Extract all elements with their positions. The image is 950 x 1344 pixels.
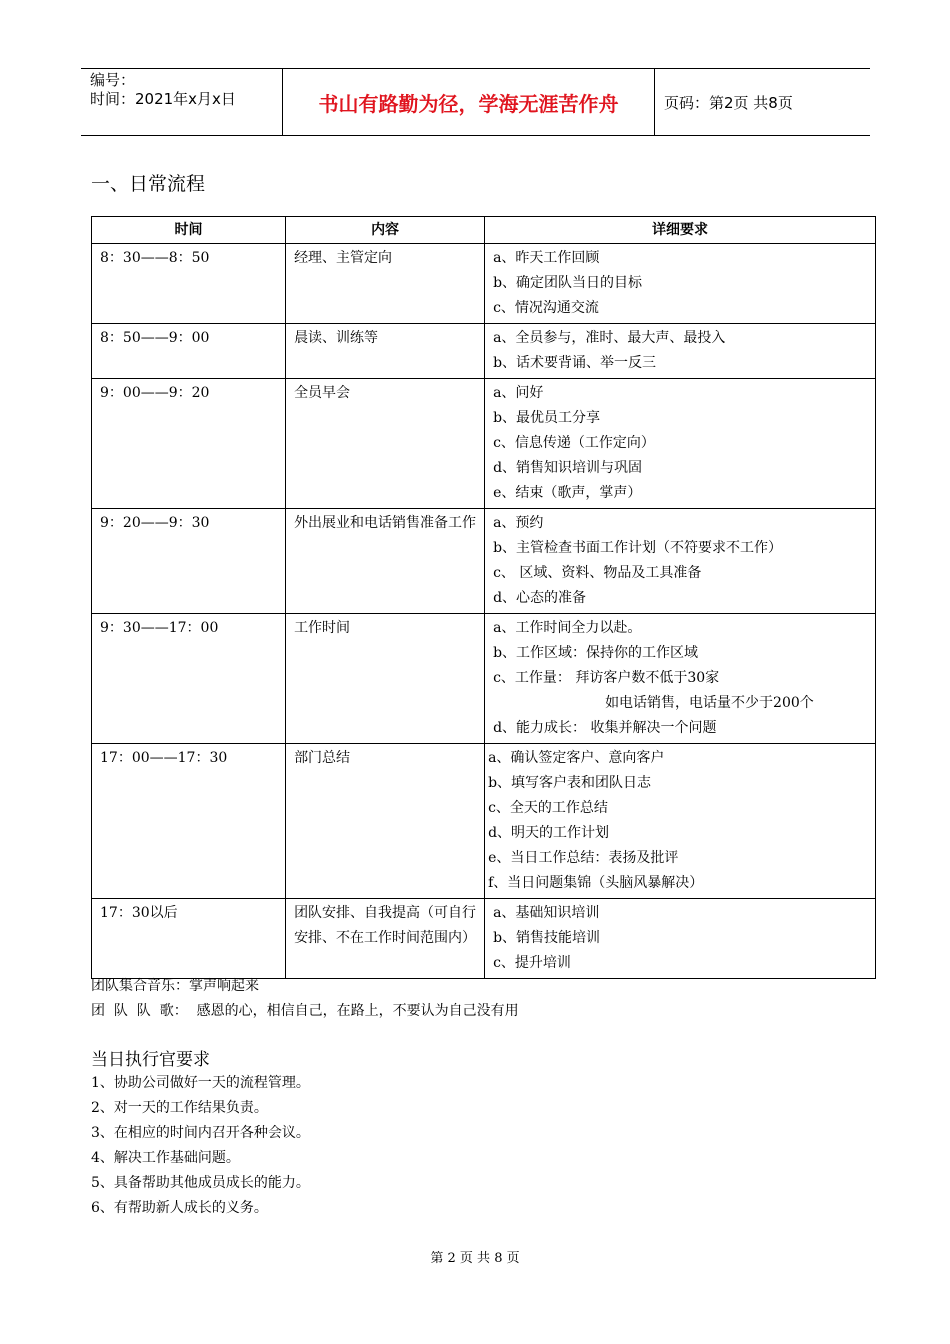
- column-header-content: 内容: [286, 217, 485, 244]
- cell-details: [485, 899, 876, 979]
- detail-item: c、提升培训: [493, 955, 571, 971]
- cell-details: [485, 244, 876, 324]
- detail-item: c、 区域、资料、物品及工具准备: [493, 565, 702, 581]
- detail-item: a、问好: [493, 385, 544, 401]
- table-row: [92, 379, 876, 509]
- cell-details: [485, 379, 876, 509]
- detail-item: e、结束（歌声，掌声）: [493, 485, 642, 501]
- detail-item: e、当日工作总结：表扬及批评: [488, 850, 679, 866]
- team-song: 团 队 队 歌： 感恩的心，相信自己，在路上，不要认为自己没有用: [91, 1003, 519, 1019]
- detail-item: c、工作量： 拜访客户数不低于30家: [493, 670, 720, 686]
- document-number: 编号：: [90, 71, 136, 89]
- detail-item: b、确定团队当日的目标: [493, 275, 643, 291]
- table-header-row: [92, 217, 876, 244]
- content-text: 团队安排、自我提高（可自行安排、不在工作时间范围内）: [294, 905, 477, 946]
- team-music: 团队集合音乐：掌声响起来: [91, 978, 259, 994]
- cell-content: [286, 899, 485, 979]
- detail-item: a、工作时间全力以赴。: [493, 620, 642, 636]
- detail-item: b、填写客户表和团队日志: [488, 775, 652, 791]
- page-header: [81, 68, 870, 136]
- detail-item: a、预约: [493, 515, 544, 531]
- team-info: [91, 974, 519, 1024]
- document-date: 时间：2021年x月x日: [90, 90, 236, 108]
- executive-title: 当日执行官要求: [91, 1050, 210, 1070]
- page-footer: 第 2 页 共 8 页: [430, 1251, 520, 1266]
- list-item: 5、具备帮助其他成员成长的能力。: [91, 1175, 310, 1191]
- detail-item: c、信息传递（工作定向）: [493, 435, 655, 451]
- header-motto: 书山有路勤为径，学海无涯苦作舟: [283, 69, 655, 136]
- detail-item: a、确认签定客户、意向客户: [488, 750, 665, 766]
- cell-details: [485, 324, 876, 379]
- detail-item: a、昨天工作回顾: [493, 250, 600, 266]
- cell-time: 17：30以后: [92, 899, 286, 979]
- detail-item: d、明天的工作计划: [488, 825, 610, 841]
- cell-details: [485, 614, 876, 744]
- column-header-time: 时间: [92, 217, 286, 244]
- detail-item: c、全天的工作总结: [488, 800, 608, 816]
- cell-details: [485, 744, 876, 899]
- table-row: [92, 614, 876, 744]
- detail-item: b、最优员工分享: [493, 410, 601, 426]
- detail-item: c、情况沟通交流: [493, 300, 599, 316]
- detail-item: d、能力成长： 收集并解决一个问题: [493, 720, 717, 736]
- list-item: 6、有帮助新人成长的义务。: [91, 1200, 268, 1216]
- cell-time: 9：00——9：20: [92, 379, 286, 509]
- table-row: [92, 324, 876, 379]
- cell-time: 17：00——17：30: [92, 744, 286, 899]
- detail-item: 如电话销售，电话量不少于200个: [605, 695, 814, 711]
- table-row: [92, 744, 876, 899]
- detail-item: b、话术要背诵、举一反三: [493, 355, 657, 371]
- detail-item: d、销售知识培训与巩固: [493, 460, 643, 476]
- cell-content: 工作时间: [286, 614, 485, 744]
- cell-time: 8：50——9：00: [92, 324, 286, 379]
- cell-time: 8：30——8：50: [92, 244, 286, 324]
- content-text: 外出展业和电话销售准备工作: [294, 515, 477, 531]
- detail-item: b、销售技能培训: [493, 930, 601, 946]
- column-header-details: 详细要求: [485, 217, 876, 244]
- table-row: [92, 244, 876, 324]
- cell-details: [485, 509, 876, 614]
- cell-content: [286, 509, 485, 614]
- list-item: 3、在相应的时间内召开各种会议。: [91, 1125, 310, 1141]
- executive-requirements-list: [91, 1071, 310, 1221]
- list-item: 2、对一天的工作结果负责。: [91, 1100, 268, 1116]
- daily-flow-table: [91, 216, 876, 979]
- cell-time: 9：20——9：30: [92, 509, 286, 614]
- detail-item: a、基础知识培训: [493, 905, 600, 921]
- section-title: 一、日常流程: [91, 173, 206, 195]
- list-item: 4、解决工作基础问题。: [91, 1150, 240, 1166]
- cell-content: 部门总结: [286, 744, 485, 899]
- detail-item: b、主管检查书面工作计划（不符要求不工作）: [493, 540, 783, 556]
- header-page-number: 页码：第2页 共8页: [664, 94, 793, 112]
- detail-item: a、全员参与，准时、最大声、最投入: [493, 330, 726, 346]
- cell-content: 全员早会: [286, 379, 485, 509]
- list-item: 1、协助公司做好一天的流程管理。: [91, 1075, 310, 1091]
- cell-time: 9：30——17：00: [92, 614, 286, 744]
- cell-content: 晨读、训练等: [286, 324, 485, 379]
- detail-item: d、心态的准备: [493, 590, 587, 606]
- table-row: [92, 509, 876, 614]
- detail-item: f、当日问题集锦（头脑风暴解决）: [488, 875, 704, 891]
- header-meta: [81, 69, 283, 136]
- table-row: [92, 899, 876, 979]
- cell-content: 经理、主管定向: [286, 244, 485, 324]
- detail-item: b、工作区域：保持你的工作区域: [493, 645, 699, 661]
